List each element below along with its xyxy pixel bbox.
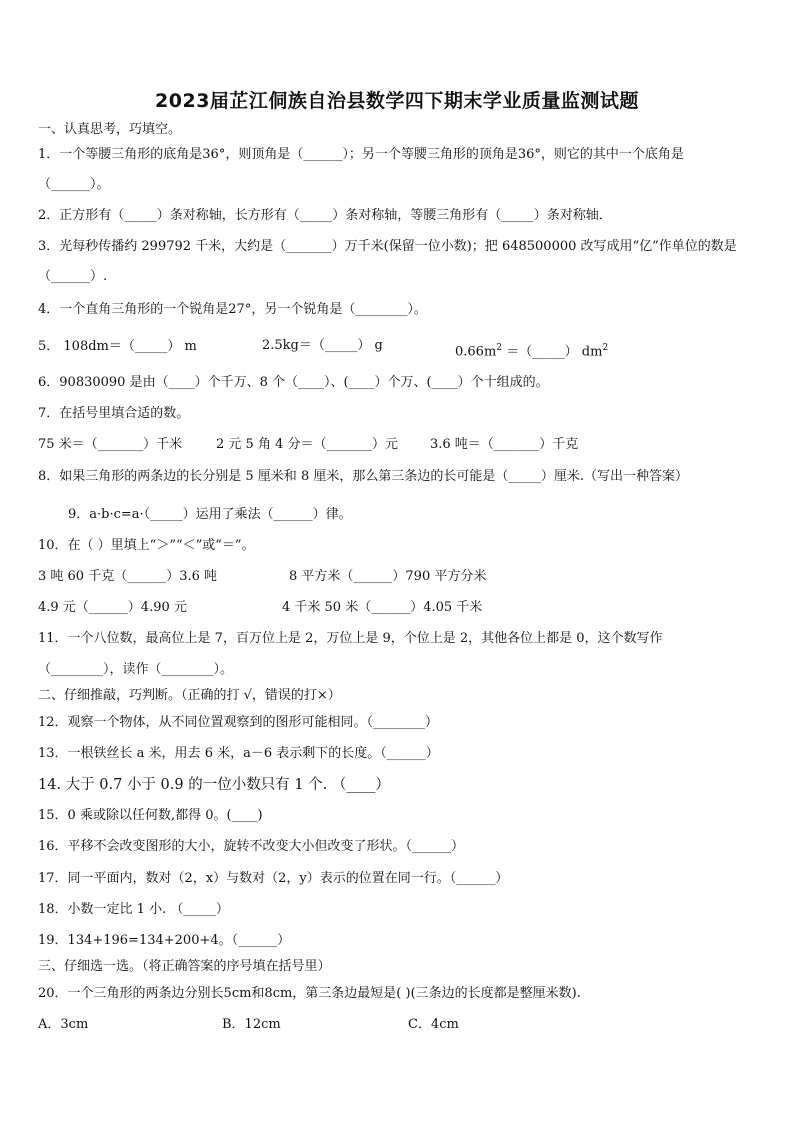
question-18: 18．小数一定比 1 小. （_____）	[38, 902, 229, 917]
question-1-line-2: （______）。	[38, 177, 110, 192]
question-7: 7．在括号里填合适的数。	[38, 406, 190, 421]
question-6: 6．90830090 是由（____）个千万、8 个（____）、(____）个万、(____）个十组成的。	[38, 375, 549, 390]
question-10-item-2: 8 平方米（______）790 平方分米	[289, 569, 487, 584]
question-3-line-1: 3．光每秒传播约 299792 千米，大约是（_______）万千米(保留一位小数)；把 648500000 改写成用“亿”作单位的数是	[38, 239, 737, 254]
question-11-line-2: （________），读作（________）。	[38, 662, 234, 677]
question-10-item-4: 4 千米 50 米（______）4.05 千米	[282, 600, 483, 615]
question-5-part-3-sup: 2	[496, 343, 503, 353]
section-1-heading: 一、认真思考，巧填空。	[38, 122, 182, 137]
question-4: 4．一个直角三角形的一个锐角是27°，另一个锐角是（________）。	[38, 302, 427, 317]
question-20-option-a: A．3cm	[38, 1017, 89, 1032]
question-17: 17．同一平面内，数对（2，x）与数对（2，y）表示的位置在同一行。（______）	[38, 871, 509, 886]
question-14: 14. 大于 0.7 小于 0.9 的一位小数只有 1 个. （____）	[38, 777, 390, 793]
question-5-part-3-rest: ＝（_____） dm	[502, 344, 603, 360]
section-3-heading: 三、仔细选一选。（将正确答案的序号填在括号里）	[38, 959, 331, 974]
question-11-line-1: 11．一个八位数，最高位上是 7，百万位上是 2，万位上是 9，个位上是 2，其他各位上都是 0，这个数写作	[38, 631, 663, 646]
question-5-part-3-value: 0.66m	[455, 344, 497, 360]
question-13: 13．一根铁丝长 a 米，用去 6 米，a－6 表示剩下的长度。（______）	[38, 746, 439, 761]
question-10-item-1: 3 吨 60 千克（______）3.6 吨	[38, 569, 218, 584]
question-8: 8．如果三角形的两条边的长分别是 5 厘米和 8 厘米，那么第三条边的长可能是（_____）厘米.（写出一种答案）	[38, 469, 688, 484]
question-2: 2．正方形有（_____）条对称轴，长方形有（_____）条对称轴，等腰三角形有（_____）条对称轴．	[38, 208, 612, 223]
question-12: 12．观察一个物体，从不同位置观察到的图形可能相同。（________）	[38, 715, 439, 730]
question-5-part-3-sup-2: 2	[602, 343, 609, 353]
question-5-part-3	[455, 339, 608, 361]
question-20-option-b: B．12cm	[222, 1017, 281, 1032]
section-2-heading: 二、仔细推敲，巧判断。（正确的打 √，错误的打×）	[38, 688, 341, 703]
page-title: 2023届芷江侗族自治县数学四下期末学业质量监测试题	[155, 90, 639, 112]
question-15: 15．0 乘或除以任何数,都得 0。(____)	[38, 808, 263, 823]
question-20: 20．一个三角形的两条边分别长5cm和8cm，第三条边最短是( )(三条边的长度都是整厘米数).	[38, 986, 581, 1001]
question-7-item-3: 3.6 吨＝（_______）千克	[430, 437, 579, 452]
question-10-item-3: 4.9 元（______）4.90 元	[38, 600, 187, 615]
question-16: 16．平移不会改变图形的大小，旋转不改变大小但改变了形状。（______）	[38, 839, 465, 854]
question-1-line-1: 1．一个等腰三角形的底角是36°，则顶角是（______）；另一个等腰三角形的顶角是36°，则它的其中一个底角是	[38, 147, 684, 162]
question-9: 9．a·b·c=a·（_____）运用了乘法（______）律。	[68, 507, 352, 522]
question-20-option-c: C．4cm	[408, 1017, 459, 1032]
question-5-part-2: 2.5kg＝（_____） g	[262, 338, 383, 353]
question-7-item-1: 75 米＝（_______）千米	[38, 437, 183, 452]
question-19: 19．134+196=134+200+4。（______）	[38, 933, 291, 948]
question-5-part-1: 5． 108dm＝（_____） m	[38, 339, 197, 354]
question-3-line-2: （______）.	[38, 269, 108, 284]
question-7-item-2: 2 元 5 角 4 分＝（_______）元	[216, 437, 398, 452]
question-10: 10．在（ ）里填上“＞”“＜”或“＝”。	[38, 538, 255, 553]
